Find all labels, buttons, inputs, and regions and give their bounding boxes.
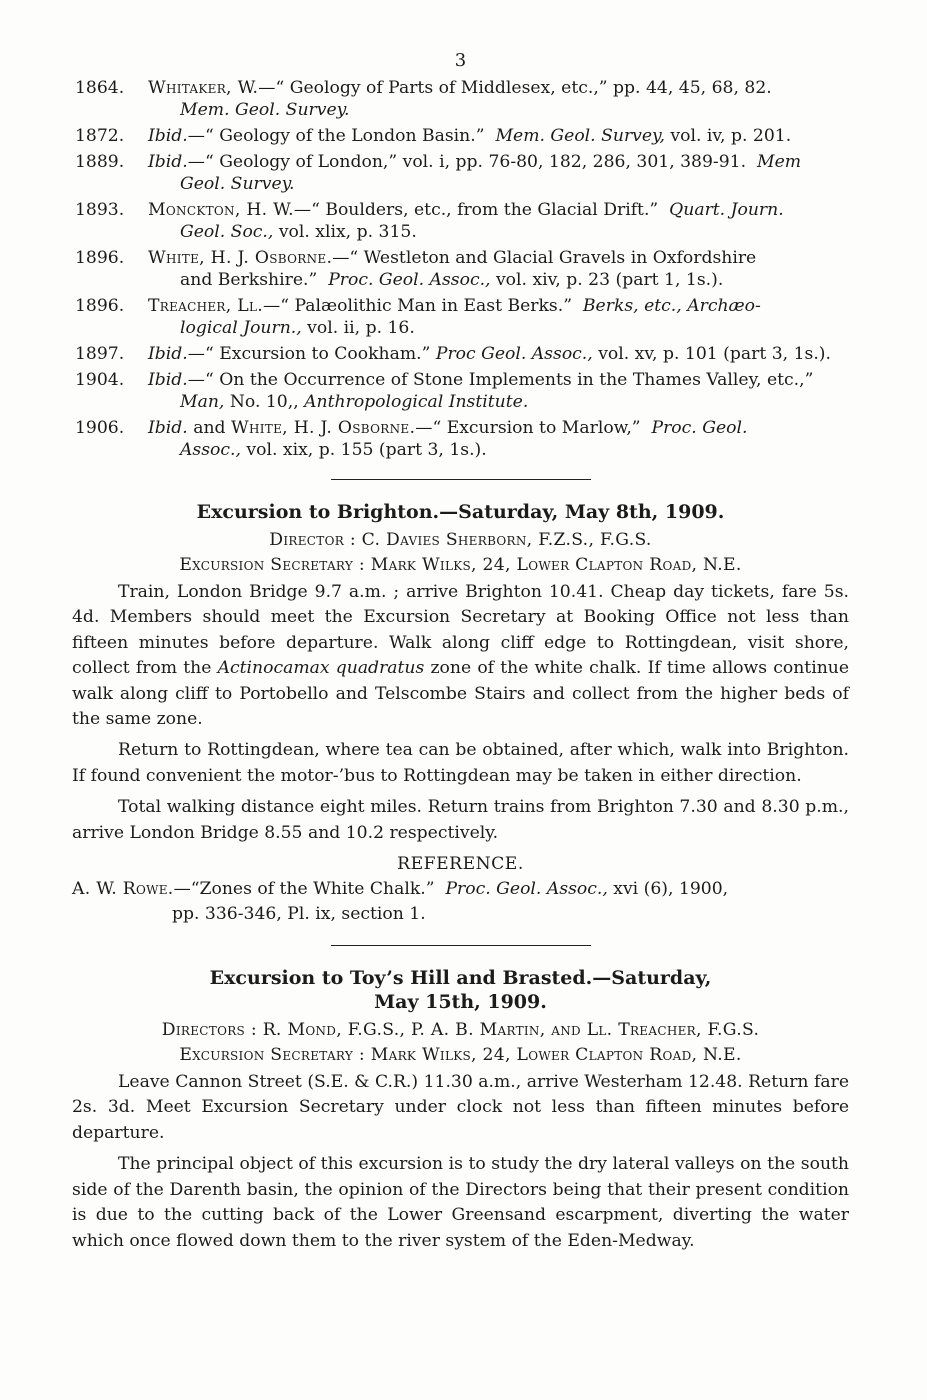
reference-entry: A. W. Rowe.—“Zones of the White Chalk.” Proc. Geol. Assoc., xvi (6), 1900, pp. 336-346, Pl. ix, section 1.: [72, 877, 849, 927]
paragraph: Return to Rottingdean, where tea can be obtained, after which, walk into Brighton. If found convenient the motor-’bus to Rottingdean may be taken in either direction.: [72, 740, 849, 786]
section-divider: [331, 479, 591, 480]
bib-year: 1864.: [75, 78, 125, 98]
bib-year: 1906.: [75, 418, 125, 438]
bib-text: and: [187, 418, 226, 438]
paragraph: The principal object of this excursion is to study the dry lateral valleys on the south side of the Darenth basin, the opinion of the Directors being that their present condition is due to the cutting back of the Lower Greensand escarpment, diverting the water which once flowed down them to the river system of the Eden-Medway.: [72, 1154, 849, 1251]
bib-author: Ibid.: [148, 418, 188, 438]
bib-journal: Geol. Survey.: [180, 174, 295, 194]
section-heading: Excursion to Toy’s Hill and Brasted.—Saturday, May 15th, 1909.: [209, 967, 712, 1014]
brighton-excursion: [72, 500, 849, 927]
bib-journal: Proc Geol. Assoc.,: [435, 344, 593, 364]
bib-author: Ibid.: [148, 152, 188, 172]
bib-year: 1896.: [75, 248, 125, 268]
bib-year: 1904.: [75, 370, 125, 390]
ref-journal: Proc. Geol. Assoc.,: [445, 879, 608, 900]
bibliography-list: [72, 77, 849, 461]
bib-journal: Proc. Geol.: [651, 418, 748, 438]
bib-journal: Berks, etc., Archæo-: [582, 296, 761, 316]
bib-year: 1889.: [75, 152, 125, 172]
bib-author: Monckton, H. W.: [148, 200, 294, 220]
bib-journal: Geol. Soc.,: [180, 222, 274, 242]
paragraph: Total walking distance eight miles. Return trains from Brighton 7.30 and 8.30 p.m., arrive London Bridge 8.55 and 10.2 respectively.: [72, 797, 849, 843]
bib-text: vol. ii, p. 16.: [301, 318, 415, 338]
toys-hill-excursion: [72, 966, 849, 1254]
bib-text: —“ Geology of the London Basin.”: [187, 126, 485, 146]
bib-year: 1893.: [75, 200, 125, 220]
bib-text: and Berkshire.”: [180, 270, 318, 290]
bib-author: Ibid.: [148, 344, 188, 364]
bib-journal: Anthropological Institute.: [304, 392, 529, 412]
bib-entry: [72, 151, 849, 195]
paragraph: Leave Cannon Street (S.E. & C.R.) 11.30 a.m., arrive Westerham 12.48. Return fare 2s. 3d. Meet Excursion Secretary under clock not less than fifteen minutes before departure.: [72, 1072, 849, 1143]
bib-entry: 1904. Ibid.—“ On the Occurrence of Stone Implements in the Thames Valley, etc.,” Man, No. 10,, Anthropological Institute.: [75, 370, 814, 412]
secretary-line: Excursion Secretary : Mark Wilks, 24, Lower Clapton Road, N.E.: [179, 555, 742, 575]
bib-author: White, H. J. Osborne.: [148, 248, 333, 268]
bib-author: Treacher, Ll.: [148, 296, 264, 316]
page-number: 3: [454, 50, 467, 71]
document-page: [72, 50, 849, 1260]
directors-line: Directors : R. Mond, F.G.S., P. A. B. Martin, and Ll. Treacher, F.G.S.: [161, 1020, 760, 1041]
bib-year: 1897.: [75, 344, 125, 364]
section-heading: Excursion to Brighton.—Saturday, May 8th, 1909.: [196, 501, 725, 523]
bib-entry: [72, 199, 849, 243]
bib-text: vol. xv, p. 101 (part 3, 1s.).: [592, 344, 831, 364]
bib-text: —“ Excursion to Cookham.”: [187, 344, 431, 364]
bib-journal: logical Journ.,: [180, 318, 302, 338]
bib-entry: [72, 343, 849, 365]
bib-text: —“ Excursion to Marlow,”: [415, 418, 641, 438]
bib-text: —“ Palæolithic Man in East Berks.”: [263, 296, 572, 316]
director-line: Director : C. Davies Sherborn, F.Z.S., F.G.S.: [269, 530, 652, 550]
bib-journal: Mem. Geol. Survey,: [495, 126, 665, 146]
bib-journal: Quart. Journ.: [669, 200, 784, 220]
bib-journal: Mem. Geol. Survey.: [180, 100, 350, 120]
bib-journal: Proc. Geol. Assoc.,: [328, 270, 491, 290]
ref-pages: pp. 336-346, Pl. ix, section 1.: [172, 904, 426, 925]
bib-entry: [72, 417, 849, 461]
bib-journal: Assoc.,: [180, 440, 241, 460]
bib-text: —“ Geology of Parts of Middlesex, etc.,” pp. 44, 45, 68, 82.: [258, 78, 772, 98]
bib-entry: [72, 77, 849, 121]
bib-entry: [72, 295, 849, 339]
bib-author: Ibid.: [148, 370, 188, 390]
bib-text: —“ Geology of London,” vol. i, pp. 76-80, 182, 286, 301, 389-91.: [187, 152, 747, 172]
bib-text: vol. iv, p. 201.: [664, 126, 792, 146]
section-divider: [331, 945, 591, 946]
paragraph: Train, London Bridge 9.7 a.m. ; arrive Brighton 10.41. Cheap day tickets, fare 5s. 4d. Members should meet the Excursion Secretary at Booking Office not less than fifteen minutes before departure. Walk along cliff edge to Rottingdean, visit shore, collect from the Actinocamax quadratus zone of the white chalk. If time allows continue walk along cliff to Portobello and Telscombe Stairs and collect from the higher beds of the same zone.: [72, 582, 850, 730]
bib-text: —“ Boulders, etc., from the Glacial Drift.”: [293, 200, 659, 220]
bib-text: No. 10,: [224, 392, 294, 412]
bib-text: vol. xix, p. 155 (part 3, 1s.).: [240, 440, 487, 460]
bib-text: vol. xiv, p. 23 (part 1, 1s.).: [490, 270, 724, 290]
bib-author: White, H. J. Osborne.: [231, 418, 416, 438]
species-name: Actinocamax quadratus: [217, 658, 425, 679]
bib-text: —“ On the Occurrence of Stone Implements in the Thames Valley, etc.,”: [187, 370, 814, 390]
bib-author: Ibid.: [148, 126, 188, 146]
ref-author: A. W. Rowe.: [72, 879, 174, 900]
bib-year: 1872.: [75, 126, 125, 146]
bib-year: 1896.: [75, 296, 125, 316]
bib-text: vol. xlix, p. 315.: [273, 222, 417, 242]
bib-entry: [72, 125, 849, 147]
bib-text: —“ Westleton and Glacial Gravels in Oxfordshire: [332, 248, 757, 268]
bib-entry: [72, 247, 849, 291]
bib-author: Whitaker, W.: [148, 78, 259, 98]
reference-heading: REFERENCE.: [397, 854, 524, 875]
secretary-line: Excursion Secretary : Mark Wilks, 24, Lower Clapton Road, N.E.: [179, 1045, 742, 1066]
bib-journal: Mem: [757, 152, 802, 172]
bib-journal: Man,: [180, 392, 225, 412]
